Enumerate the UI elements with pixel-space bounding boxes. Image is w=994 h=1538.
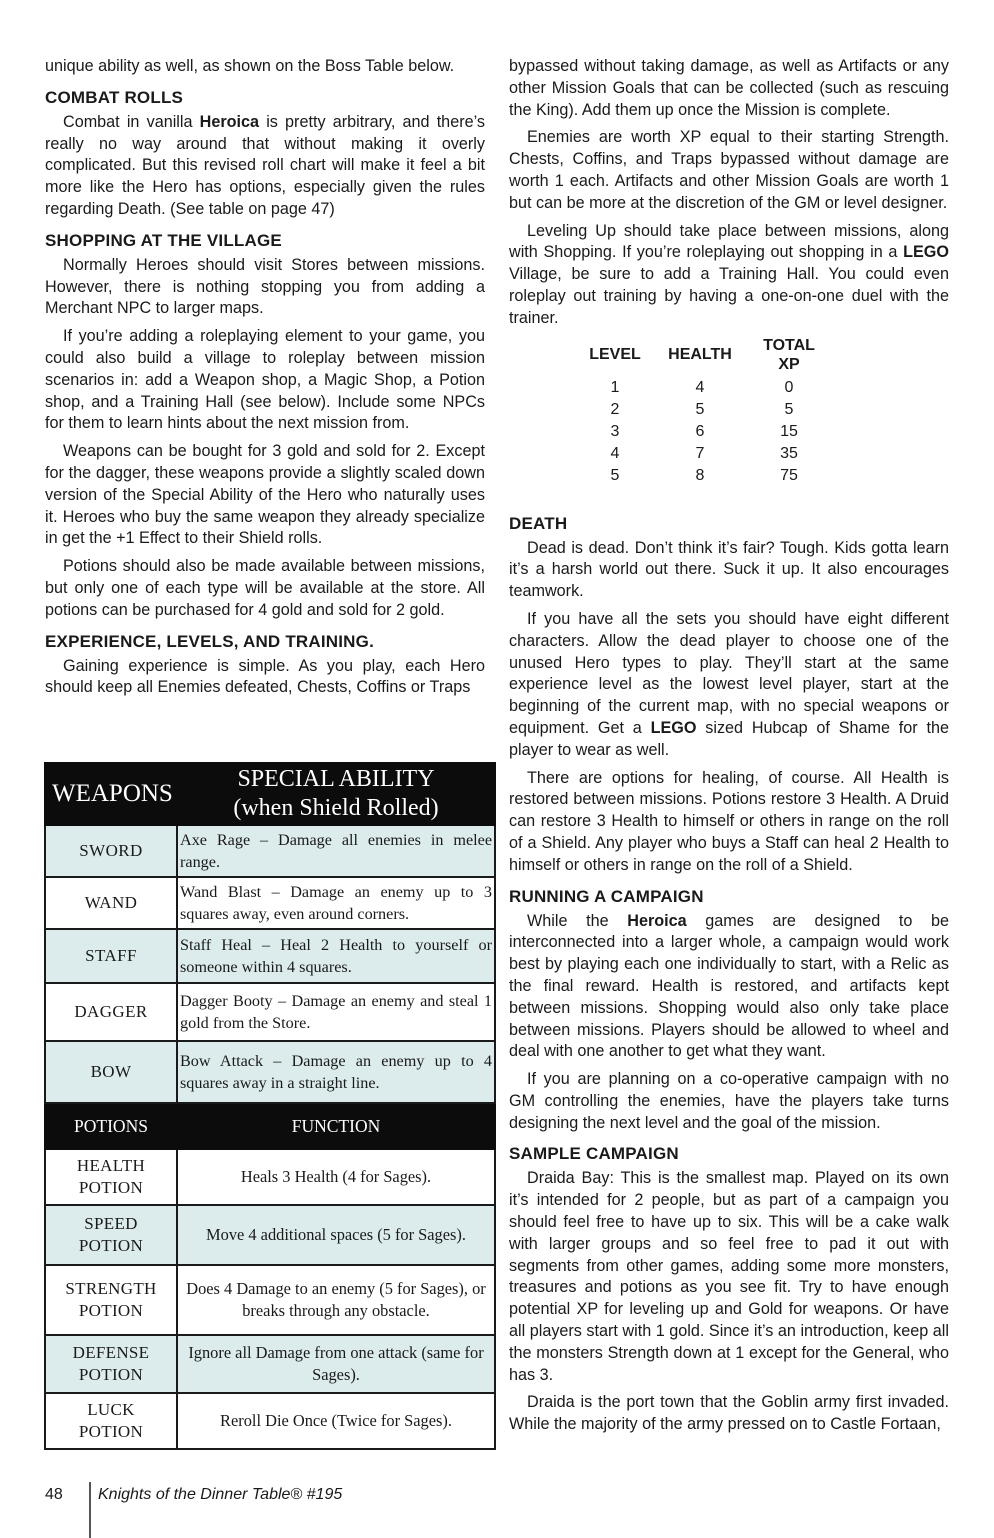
text: Village, be sure to add a Training Hall. You could even roleplay out training by having a one-on-one duel with the trainer. <box>509 265 949 327</box>
xp-cell: 75 <box>780 466 798 484</box>
heroica-bold: Heroica <box>199 112 260 131</box>
health-cell: 4 <box>695 378 705 396</box>
paragraph: Gaining experience is simple. As you play, each Hero should keep all Enemies defeated, Chests, Coffins or Traps <box>45 656 485 697</box>
level-cell: 4 <box>610 444 620 462</box>
weapon-name: STAFF <box>45 929 177 983</box>
health-cell: 7 <box>695 444 705 462</box>
potion-name-line1: SPEED <box>84 1214 138 1233</box>
weapon-row <box>45 929 495 983</box>
potion-function: Heals 3 Health (4 for Sages). <box>177 1149 495 1205</box>
xp-cell: 35 <box>780 444 798 462</box>
potion-name-line2: POTION <box>78 1178 144 1197</box>
weapon-ability: Bow Attack – Damage an enemy up to 4 squares away in a straight line. <box>177 1041 495 1103</box>
potion-name <box>45 1205 177 1265</box>
level-cell: 3 <box>610 422 620 440</box>
text: If you have all the sets you should have eight different characters. Allow the dead player to choose one of the unused Hero types to play. They’ll start at the same experience level as the lowest level player, start at the beginning of the current map, with no special weapons or equipment. Get a <box>509 609 949 737</box>
weapon-row <box>45 825 495 877</box>
paragraph: If you’re adding a roleplaying element to your game, you could also build a village to roleplay between mission scenarios in: add a Weapon shop, a Magic Shop, a Potion shop, and a Training Hall (see below). Include some NPCs for them to learn hints about the next mission from. <box>45 327 485 433</box>
paragraph: Enemies are worth XP equal to their starting Strength. Chests, Coffins, and Traps bypassed without damage are worth 1 each. Artifacts and other Mission Goals are worth 1 but can be more at the discretion of the GM or level designer. <box>509 128 949 212</box>
potion-name-line2: POTION <box>78 1236 144 1255</box>
paragraph-leveling <box>509 221 949 330</box>
potion-row <box>45 1335 495 1393</box>
weapon-name: BOW <box>45 1041 177 1103</box>
level-row <box>585 443 823 465</box>
weapon-row <box>45 877 495 929</box>
level-row <box>585 377 823 399</box>
header-ability-line1: SPECIAL ABILITY <box>237 766 435 792</box>
potion-name-line2: POTION <box>78 1301 144 1320</box>
level-table <box>585 336 823 487</box>
level-table-header <box>585 336 823 377</box>
potion-function: Ignore all Damage from one attack (same for Sages). <box>177 1335 495 1393</box>
weapon-row <box>45 983 495 1041</box>
potion-row <box>45 1265 495 1335</box>
heading-running-campaign: RUNNING A CAMPAIGN <box>509 886 704 906</box>
page-number: 48 <box>45 1486 63 1503</box>
weapons-potions-table <box>44 762 496 1450</box>
heading-death: DEATH <box>509 513 568 533</box>
header-potions: POTIONS <box>45 1103 177 1149</box>
potion-function: Move 4 additional spaces (5 for Sages). <box>177 1205 495 1265</box>
potion-name-line2: POTION <box>78 1365 144 1384</box>
weapon-name: SWORD <box>45 825 177 877</box>
weapon-ability: Dagger Booty – Damage an enemy and steal 1 gold from the Store. <box>177 983 495 1041</box>
paragraph: unique ability as well, as shown on the Boss Table below. <box>45 57 455 75</box>
paragraph: If you are planning on a co-operative campaign with no GM controlling the enemies, have the players take turns designing the next level and the goal of the mission. <box>509 1070 949 1132</box>
paragraph: bypassed without taking damage, as well as Artifacts or any other Mission Goals that can be collected (such as rescuing the King). Add them up once the Mission is complete. <box>509 57 949 119</box>
text: games are designed to be interconnected into a larger whole, a campaign would work best by playing each one individually to start, with a Relic as the final reward. Health is restored, and artifacts kept between missions. Shopping would also only take place between missions. Players should be allowed to wheel and deal with one another to get what they want. <box>509 911 949 1061</box>
potion-function: Does 4 Damage to an enemy (5 for Sages), or breaks through any obstacle. <box>177 1265 495 1335</box>
header-function: FUNCTION <box>177 1103 495 1149</box>
heading-sample-campaign: SAMPLE CAMPAIGN <box>509 1144 679 1164</box>
potion-row <box>45 1393 495 1449</box>
heading-experience: EXPERIENCE, LEVELS, AND TRAINING. <box>45 631 375 651</box>
footer-divider <box>89 1482 91 1538</box>
right-column <box>509 56 949 1442</box>
paragraph: Potions should also be made available between missions, but only one of each type will be available at the store. All potions can be purchased for 4 gold and sold for 2 gold. <box>45 557 485 619</box>
potion-name-line1: LUCK <box>87 1400 135 1419</box>
level-cell: 5 <box>610 466 620 484</box>
paragraph: Draida is the port town that the Goblin army first invaded. While the majority of the army pressed on to Castle Fortaan, <box>509 1393 949 1434</box>
level-cell: 1 <box>610 378 620 396</box>
paragraph-death <box>509 609 949 762</box>
weapon-ability: Staff Heal – Heal 2 Health to yourself or someone within 4 squares. <box>177 929 495 983</box>
header-special-ability <box>177 763 495 825</box>
publication-title: Knights of the Dinner Table® #195 <box>98 1486 343 1503</box>
potion-name-line1: STRENGTH <box>65 1279 157 1298</box>
lego-bold: LEGO <box>903 243 949 262</box>
text: While the <box>527 911 628 930</box>
potion-name <box>45 1393 177 1449</box>
health-cell: 5 <box>695 400 705 418</box>
potion-name-line1: HEALTH <box>76 1156 146 1175</box>
paragraph: Draida Bay: This is the smallest map. Played on its own it’s intended for 2 people, but as part of a campaign you should feel free to have up to six. This will be a cake walk with larger groups and so feel free to pad it out with segments from other games, adding some more monsters, treasures and potions as you see fit. Try to have enough potential XP for leveling up and Gold for weapons. Or have all players start with 1 gold. Since it’s an introduction, keep all the monsters Strength down at 1 except for the General, who has 3. <box>509 1169 949 1384</box>
weapon-ability: Axe Rage – Damage all enemies in melee range. <box>177 825 495 877</box>
header-total-xp: TOTAL XP <box>763 336 815 373</box>
potion-function: Reroll Die Once (Twice for Sages). <box>177 1393 495 1449</box>
potion-name-line1: DEFENSE <box>72 1343 150 1362</box>
weapon-name: WAND <box>45 877 177 929</box>
weapons-header-row <box>45 763 495 825</box>
text: Leveling Up should take place between missions, along with Shopping. If you’re roleplaying out shopping in a <box>509 221 949 262</box>
xp-cell: 5 <box>784 400 794 418</box>
weapon-ability: Wand Blast – Damage an enemy up to 3 squares away, even around corners. <box>177 877 495 929</box>
left-column <box>45 56 485 705</box>
header-level: LEVEL <box>589 346 641 364</box>
heroica-bold: Heroica <box>627 911 687 930</box>
potion-name-line2: POTION <box>78 1422 144 1441</box>
text: sized Hubcap of Shame for the player to wear as well. <box>509 718 949 759</box>
potion-row <box>45 1149 495 1205</box>
xp-cell: 15 <box>780 422 798 440</box>
level-cell: 2 <box>610 400 620 418</box>
paragraph: Weapons can be bought for 3 gold and sold for 2. Except for the dagger, these weapons provide a slightly scaled down version of the Special Ability of the Hero who naturally uses it. Heroes who buy the same weapon they already specialize in get the +1 Effect to their Shield rolls. <box>45 442 485 548</box>
weapon-row <box>45 1041 495 1103</box>
header-ability-line2: (when Shield Rolled) <box>233 795 439 821</box>
level-row <box>585 399 823 421</box>
potion-row <box>45 1205 495 1265</box>
header-health: HEALTH <box>668 346 732 364</box>
paragraph: Dead is dead. Don’t think it’s fair? Tough. Kids gotta learn it’s a harsh world out there. Suck it up. It also encourages teamwork. <box>509 538 949 601</box>
lego-bold: LEGO <box>650 718 697 737</box>
potion-name <box>45 1265 177 1335</box>
heading-shopping: SHOPPING AT THE VILLAGE <box>45 230 282 250</box>
header-weapons: WEAPONS <box>45 763 177 825</box>
potions-header-row <box>45 1103 495 1149</box>
level-row <box>585 465 823 487</box>
text: Combat in vanilla <box>63 112 200 131</box>
xp-cell: 0 <box>784 378 794 396</box>
potion-name <box>45 1149 177 1205</box>
weapon-name: DAGGER <box>45 983 177 1041</box>
paragraph-campaign <box>509 911 949 1064</box>
text: is pretty arbitrary, and there’s really no way around that without making it overly complicated. But this revised roll chart will make it feel a bit more like the Hero has options, especially given the rules regarding Death. (See table on page 47) <box>45 112 485 218</box>
health-cell: 8 <box>695 466 705 484</box>
potion-name <box>45 1335 177 1393</box>
heading-combat-rolls: COMBAT ROLLS <box>45 87 184 107</box>
paragraph: Normally Heroes should visit Stores between missions. However, there is nothing stopping you from adding a Merchant NPC to larger maps. <box>45 255 485 318</box>
level-row <box>585 421 823 443</box>
paragraph-combat <box>45 112 485 221</box>
paragraph: There are options for healing, of course. All Health is restored between missions. Potions restore 3 Health. A Druid can restore 3 Health to himself or others in range on the roll of a Shield. Any player who buys a Staff can heal 2 Health to himself or others in range on the roll of a Shield. <box>509 768 949 874</box>
health-cell: 6 <box>695 422 705 440</box>
